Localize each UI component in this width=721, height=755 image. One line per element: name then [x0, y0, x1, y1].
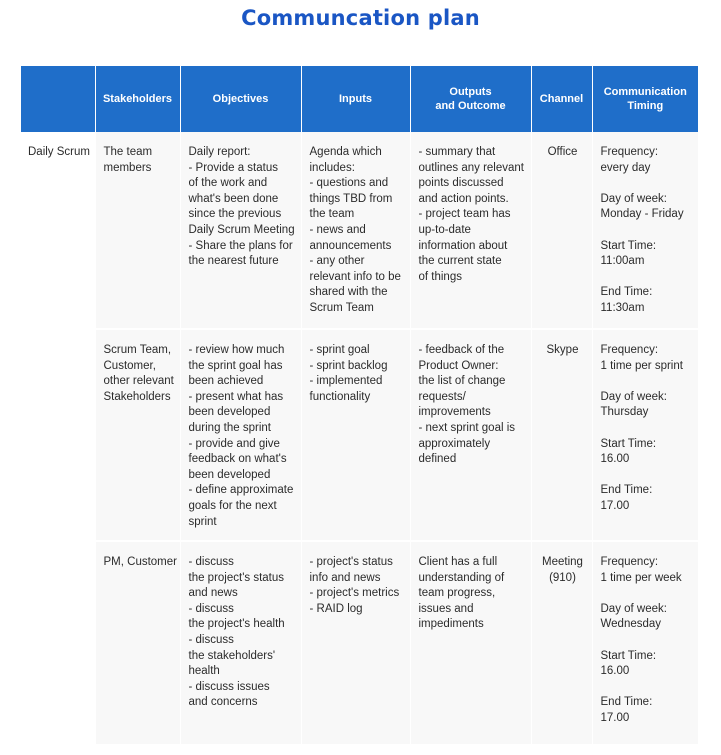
timing-cell: [592, 541, 698, 745]
cell-line: and news: [188, 587, 238, 600]
cell-line: defined: [418, 453, 457, 466]
cell-line: Agenda which: [309, 146, 382, 158]
cell-line: functionality: [309, 390, 371, 403]
cell-line: - sprint goal: [309, 344, 370, 356]
timing-gap: [601, 468, 692, 484]
header-row: [21, 66, 698, 132]
cell-line: members: [103, 161, 152, 174]
cell-line: announcements: [309, 239, 392, 252]
cell-line: - sprint backlog: [309, 359, 388, 372]
outputs-header: Outputs and Outcome: [410, 66, 531, 132]
objectives-cell: [180, 541, 301, 745]
cell-line: - feedback of the: [418, 344, 505, 356]
cell-line: - discuss: [188, 556, 234, 568]
timing-start: 16.00: [600, 665, 630, 678]
cell-line: Meeting: [542, 556, 583, 568]
timing-start-label: Start Time:: [600, 437, 657, 450]
cell-line: PM, Customer: [103, 556, 177, 568]
cell-line: - review how much: [188, 344, 285, 356]
timing-gap: [601, 421, 692, 437]
cell-line: feedback on what's: [188, 453, 287, 466]
timing-day-label: Day of week:: [600, 390, 667, 403]
objectives-cell: [180, 132, 301, 329]
cell-line: - RAID log: [309, 602, 363, 615]
timing-frequency: 1 time per sprint: [600, 359, 683, 372]
cell-line: the project's status: [188, 571, 285, 584]
cell-line: and action points.: [418, 192, 509, 205]
cell-line: Scrum Team: [309, 301, 374, 314]
cell-line: info and news: [309, 571, 381, 584]
timing-day-label: Day of week:: [600, 192, 667, 205]
cell-line: goals for the next: [188, 499, 277, 512]
cell-line: health: [188, 665, 220, 678]
inputs-cell: [301, 541, 410, 745]
cell-line: - news and: [309, 223, 366, 236]
cell-line: requests/: [418, 390, 466, 403]
cell-line: during the sprint: [188, 421, 271, 434]
timing-frequency-label: Frequency:: [600, 344, 659, 356]
cell-line: - summary that: [418, 146, 496, 158]
cell-line: up-to-date: [418, 223, 471, 236]
timing-start-label: Start Time:: [600, 649, 657, 662]
timing-end-label: End Time:: [600, 696, 653, 709]
table-row: [21, 329, 698, 541]
cell-line: - discuss issues: [188, 680, 270, 693]
cell-line: - project's status: [309, 556, 393, 568]
cell-line: impediments: [418, 618, 484, 631]
stakeholders-cell: [95, 329, 180, 541]
timing-end: 11:30am: [600, 301, 645, 314]
cell-line: points discussed: [418, 177, 504, 190]
cell-line: the team: [309, 208, 355, 221]
channel-cell: [531, 132, 592, 329]
table-row: [21, 132, 698, 329]
cell-line: Stakeholders: [103, 390, 171, 403]
timing-frequency: 1 time per week: [600, 571, 682, 584]
objectives-cell: [180, 329, 301, 541]
timing-end: 17.00: [600, 711, 630, 724]
cell-line: since the previous: [188, 208, 282, 221]
cell-line: - provide and give: [188, 437, 280, 450]
cell-line: issues and: [418, 602, 474, 615]
outputs-cell: [410, 541, 531, 745]
timing-frequency-label: Frequency:: [600, 556, 659, 568]
cell-line: of things: [418, 270, 462, 283]
cell-line: (910): [549, 571, 576, 584]
timing-end-label: End Time:: [600, 484, 653, 497]
timing-end-label: End Time:: [600, 286, 653, 299]
cell-line: the list of change: [418, 375, 506, 388]
cell-line: outlines any relevant: [418, 161, 524, 174]
communication-plan-table: [21, 66, 699, 746]
cell-line: Daily report:: [188, 146, 251, 158]
meeting-cell: [21, 132, 95, 329]
cell-line: been developed: [188, 468, 271, 481]
timing-gap: [601, 586, 692, 602]
stakeholders-cell: [95, 541, 180, 745]
cell-line: team progress,: [418, 587, 496, 600]
inputs-cell: [301, 132, 410, 329]
timing-gap: [601, 680, 692, 696]
outputs-cell: [410, 329, 531, 541]
cell-line: - present what has: [188, 390, 284, 403]
timing-start: 11:00am: [600, 255, 645, 268]
timing-header: Communication Timing: [592, 66, 698, 132]
timing-day: Wednesday: [600, 618, 662, 631]
stakeholders-cell: [95, 132, 180, 329]
cell-line: - implemented: [309, 375, 383, 388]
cell-line: approximately: [418, 437, 491, 450]
cell-line: improvements: [418, 406, 491, 419]
page-title: Communcation plan: [241, 6, 480, 30]
timing-gap: [601, 270, 692, 286]
cell-line: - Provide a status: [188, 161, 278, 174]
cell-line: - discuss: [188, 633, 234, 646]
meeting-cell: [21, 541, 95, 745]
meeting-header: [21, 66, 95, 132]
timing-day: Thursday: [600, 406, 649, 419]
cell-line: shared with the: [309, 286, 388, 299]
cell-line: - Share the plans for: [188, 239, 293, 252]
cell-line: the sprint goal has: [188, 359, 283, 372]
timing-start: 16.00: [600, 453, 630, 466]
cell-line: the nearest future: [188, 255, 279, 268]
cell-line: information about: [418, 239, 508, 252]
cell-line: sprint: [188, 515, 217, 528]
cell-line: the current state: [418, 255, 502, 268]
cell-line: The team: [103, 146, 153, 158]
cell-line: Office: [547, 146, 578, 158]
cell-line: relevant info to be: [309, 270, 401, 283]
timing-gap: [601, 176, 692, 192]
channel-cell: [531, 541, 592, 745]
timing-frequency: every day: [600, 161, 651, 174]
inputs-cell: [301, 329, 410, 541]
timing-day-label: Day of week:: [600, 602, 667, 615]
outputs-cell: [410, 132, 531, 329]
timing-cell: [592, 132, 698, 329]
meeting-cell: [21, 329, 95, 541]
cell-line: been achieved: [188, 375, 264, 388]
cell-line: Product Owner:: [418, 359, 499, 372]
cell-line: Daily Scrum Meeting: [188, 223, 295, 236]
cell-line: and concerns: [188, 696, 258, 709]
cell-line: Client has a full: [418, 556, 498, 568]
cell-line: the stakeholders': [188, 649, 276, 662]
cell-line: the project's health: [188, 618, 285, 631]
stakeholders-header: Stakeholders: [95, 66, 180, 132]
channel-cell: [531, 329, 592, 541]
cell-line: - next sprint goal is: [418, 421, 516, 434]
channel-header: Channel: [531, 66, 592, 132]
cell-line: Customer,: [103, 359, 156, 372]
cell-line: includes:: [309, 161, 355, 174]
cell-line: - define approximate: [188, 484, 294, 497]
timing-end: 17.00: [600, 499, 630, 512]
cell-line: of the work and: [188, 177, 268, 190]
cell-line: been developed: [188, 406, 271, 419]
timing-start-label: Start Time:: [600, 239, 657, 252]
timing-day: Monday - Friday: [600, 208, 684, 221]
cell-line: what's been done: [188, 192, 279, 205]
inputs-header: Inputs: [301, 66, 410, 132]
cell-line: things TBD from: [309, 192, 393, 205]
cell-line: - any other: [309, 255, 365, 268]
cell-line: - project's metrics: [309, 587, 400, 600]
table-body: [21, 132, 698, 745]
timing-gap: [601, 374, 692, 390]
table-row: [21, 541, 698, 745]
objectives-header: Objectives: [180, 66, 301, 132]
cell-line: - discuss: [188, 602, 234, 615]
timing-gap: [601, 223, 692, 239]
cell-line: - questions and: [309, 177, 389, 190]
cell-line: - project team has: [418, 208, 511, 221]
cell-line: Skype: [546, 344, 579, 356]
cell-line: other relevant: [103, 375, 174, 388]
meeting-name: Daily Scrum: [28, 146, 90, 158]
cell-line: Scrum Team,: [103, 344, 172, 356]
cell-line: understanding of: [418, 571, 505, 584]
timing-gap: [601, 633, 692, 649]
timing-frequency-label: Frequency:: [600, 146, 659, 158]
timing-cell: [592, 329, 698, 541]
